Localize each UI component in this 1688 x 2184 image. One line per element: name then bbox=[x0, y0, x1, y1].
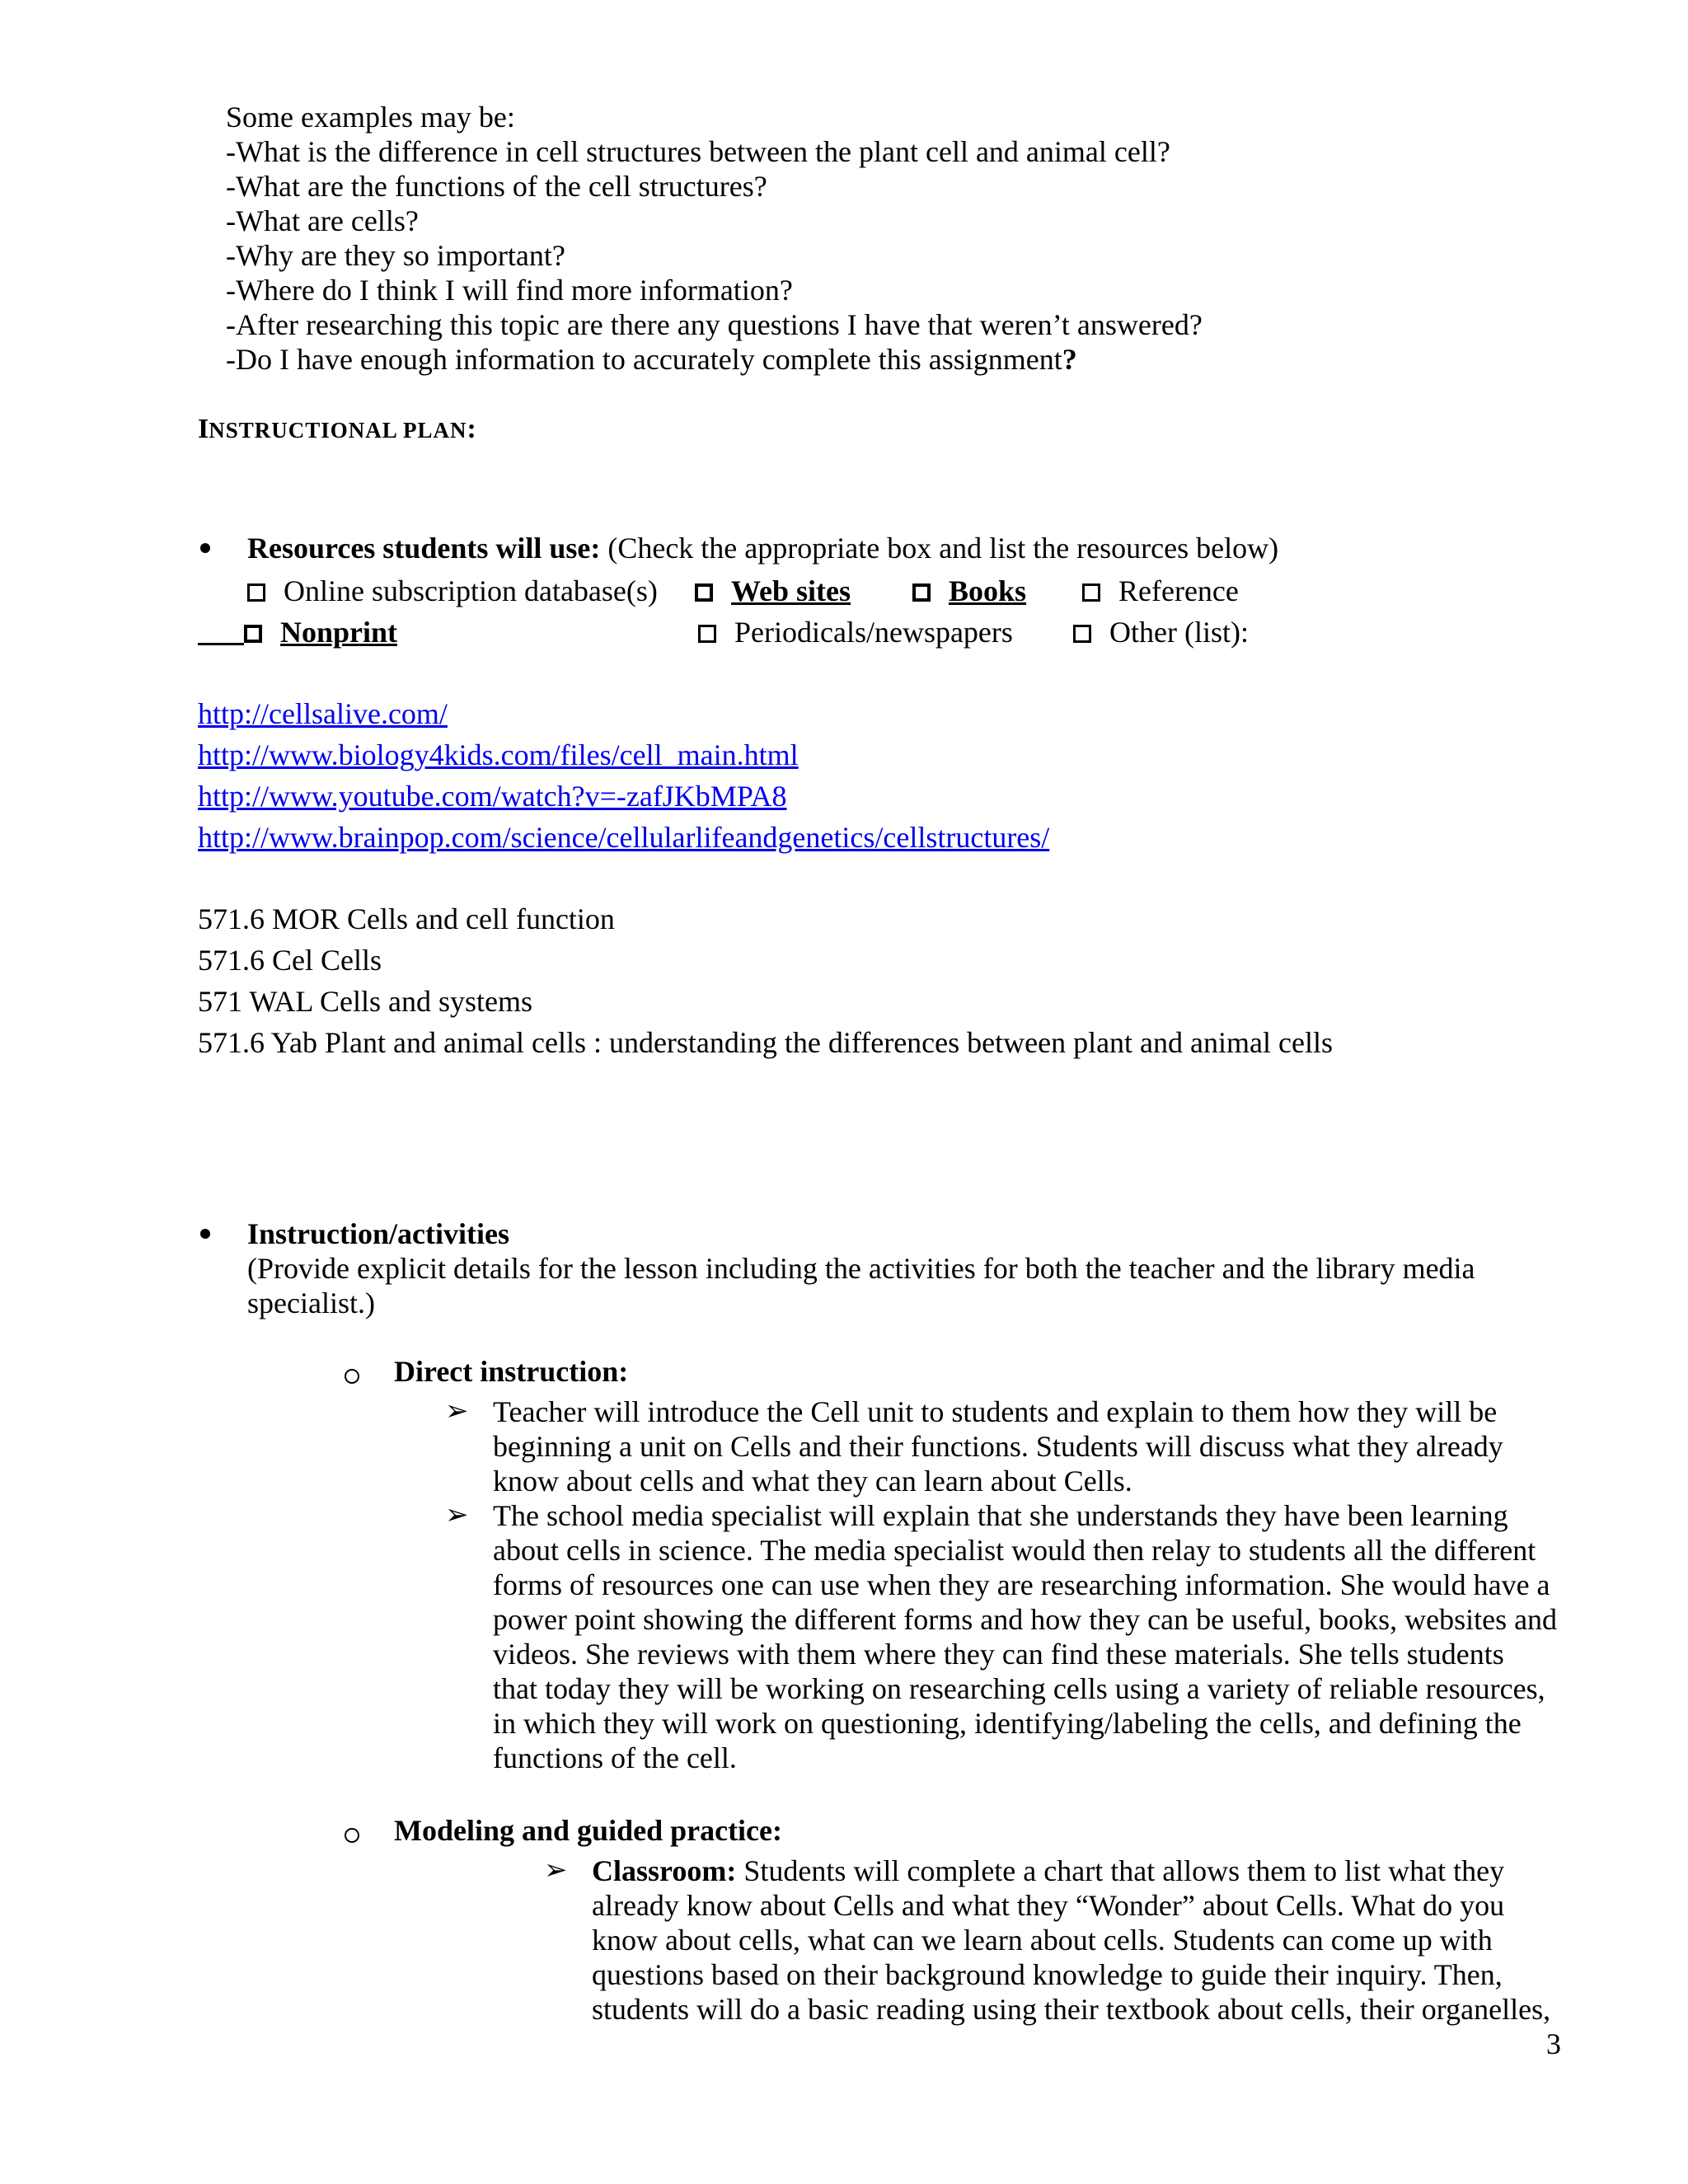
instructional-plan-heading bbox=[198, 410, 476, 448]
instruction-heading: Instruction/activities bbox=[247, 1217, 509, 1250]
example-item: -Why are they so important? bbox=[226, 239, 565, 272]
checkbox-icon[interactable] bbox=[912, 583, 931, 602]
resources-label: Resources students will use: bbox=[247, 532, 601, 565]
resource-link[interactable]: http://www.biology4kids.com/files/cell_main.html bbox=[198, 738, 799, 771]
heading-colon: : bbox=[467, 414, 476, 444]
book-entry: 571.6 MOR Cells and cell function bbox=[198, 902, 615, 935]
modeling-classroom-para: Classroom: Students will complete a chart that allows them to list what they already know about Cells and what they “Wonder” about Cells. What do you know about cells, what can we learn about cells. Students can come up with questions based on their background knowledge to guide their inquiry. Then, students will do a basic reading using their textbook about cells, their organelles, bbox=[592, 1854, 1551, 2026]
circle-bullet-icon bbox=[345, 1369, 359, 1384]
checkbox-icon[interactable] bbox=[247, 583, 265, 602]
checkbox-icon[interactable] bbox=[244, 625, 262, 643]
instruction-note: specialist.) bbox=[247, 1286, 375, 1319]
bullet-icon bbox=[200, 1229, 210, 1239]
example-question-mark: ? bbox=[1062, 343, 1077, 376]
direct-para-2: The school media specialist will explain that she understands they have been learning about cells in science. The media specialist would then relay to students all the different forms of resources one can use when they are researching information. She would have a power point showing the different forms and how they can be useful, books, websites and videos. She reviews with them where they can find these materials. She tells students that today they will be working on researching cells using a variety of reliable resources, in which they will work on questioning, identifying/labeling the cells, and defining the functions of the cell. bbox=[493, 1499, 1558, 1774]
bullet-icon bbox=[200, 543, 210, 553]
example-item: -What are cells? bbox=[226, 204, 419, 237]
resources-note: (Check the appropriate box and list the resources below) bbox=[600, 532, 1279, 565]
example-item: -What are the functions of the cell structures? bbox=[226, 170, 767, 203]
option-periodicals[interactable]: Periodicals/newspapers bbox=[698, 615, 1013, 649]
checkbox-icon[interactable] bbox=[695, 583, 713, 602]
heading-rest: NSTRUCTIONAL PLAN bbox=[209, 418, 467, 443]
page-number: 3 bbox=[1546, 2027, 1561, 2060]
checkbox-icon[interactable] bbox=[1082, 583, 1100, 602]
instruction-note: (Provide explicit details for the lesson including the activities for both the teacher and the library media bbox=[247, 1252, 1475, 1285]
classroom-label: Classroom: bbox=[592, 1854, 737, 1887]
circle-bullet-icon bbox=[345, 1828, 359, 1843]
option-other[interactable]: Other (list): bbox=[1073, 615, 1249, 649]
option-reference[interactable]: Reference bbox=[1082, 574, 1239, 608]
direct-instruction-heading: Direct instruction: bbox=[394, 1355, 629, 1388]
heading-initial: I bbox=[198, 414, 209, 444]
book-entry: 571.6 Yab Plant and animal cells : understanding the differences between plant and animal cells bbox=[198, 1026, 1333, 1059]
modeling-heading: Modeling and guided practice: bbox=[394, 1814, 783, 1847]
resource-link[interactable]: http://cellsalive.com/ bbox=[198, 697, 448, 730]
option-nonprint[interactable]: Nonprint bbox=[244, 615, 397, 649]
example-item: -What is the difference in cell structures between the plant cell and animal cell? bbox=[226, 135, 1170, 168]
option-online-db[interactable]: Online subscription database(s) bbox=[247, 574, 658, 608]
underline-lead bbox=[198, 643, 244, 645]
arrow-bullet-icon: ➢ bbox=[445, 1396, 469, 1427]
checkbox-icon[interactable] bbox=[698, 625, 716, 643]
example-item: -After researching this topic are there any questions I have that weren’t answered? bbox=[226, 308, 1203, 341]
resource-link[interactable]: http://www.youtube.com/watch?v=-zafJKbMPA8 bbox=[198, 780, 787, 813]
resource-link[interactable]: http://www.brainpop.com/science/cellularlifeandgenetics/cellstructures/ bbox=[198, 821, 1050, 854]
examples-intro: Some examples may be: bbox=[226, 101, 515, 134]
example-item-last bbox=[226, 342, 1077, 377]
book-entry: 571 WAL Cells and systems bbox=[198, 985, 532, 1018]
option-books[interactable]: Books bbox=[912, 574, 1026, 608]
arrow-bullet-icon: ➢ bbox=[544, 1855, 568, 1886]
checkbox-icon[interactable] bbox=[1073, 625, 1091, 643]
example-item-text: -Do I have enough information to accurately complete this assignment bbox=[226, 343, 1062, 376]
option-web-sites[interactable]: Web sites bbox=[695, 574, 851, 608]
arrow-bullet-icon: ➢ bbox=[445, 1500, 469, 1530]
direct-para-1: Teacher will introduce the Cell unit to students and explain to them how they will be beginning a unit on Cells and their functions. Students will discuss what they already know about cells and what they can learn about Cells. bbox=[493, 1395, 1503, 1497]
example-item: -Where do I think I will find more information? bbox=[226, 274, 793, 307]
book-entry: 571.6 Cel Cells bbox=[198, 944, 382, 977]
resources-line bbox=[247, 531, 1278, 565]
